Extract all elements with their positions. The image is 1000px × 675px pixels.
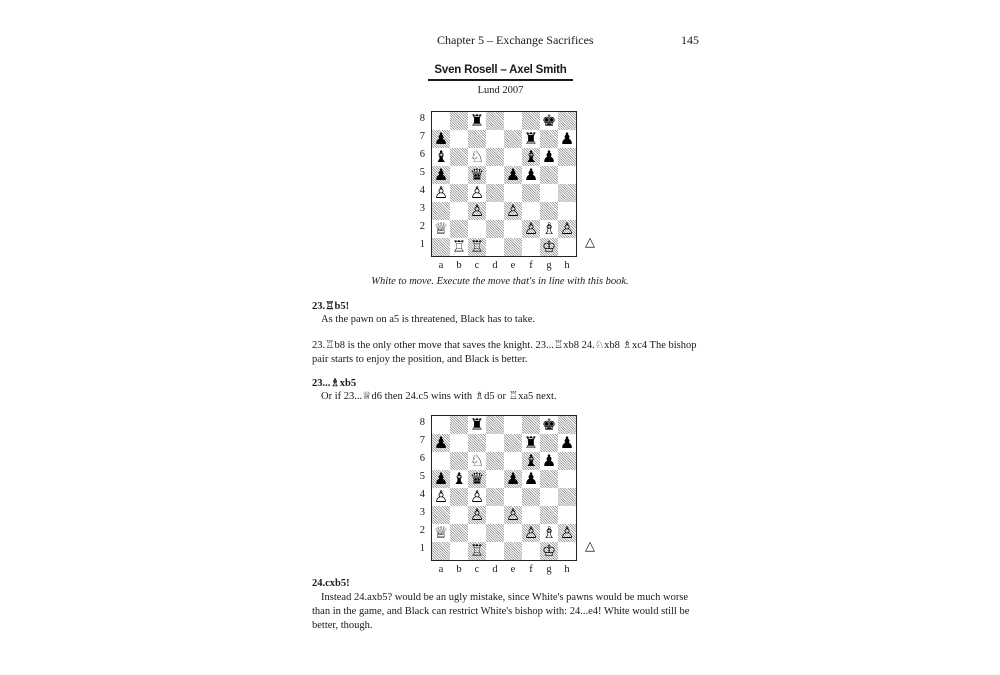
file-label: f [529, 260, 533, 271]
rank-label: 6 [419, 149, 425, 160]
chess-piece-c8 [468, 112, 486, 130]
board-square-g4 [540, 184, 558, 202]
move-23-comment: As the pawn on a5 is threatened, Black has to take. [321, 314, 536, 325]
board-square-e1 [504, 238, 522, 256]
chess-piece-glyph: ♝ [523, 451, 539, 470]
board-square-f1 [522, 542, 540, 560]
chess-piece-glyph: ♟ [523, 165, 539, 184]
chess-piece-g6 [540, 452, 558, 470]
board-square-b8 [450, 112, 468, 130]
board-square-d7 [486, 130, 504, 148]
board-square-f4 [522, 488, 540, 506]
chess-piece-f5 [522, 166, 540, 184]
chess-piece-c3 [468, 202, 486, 220]
move-23-alternative: 23.♖b8 is the only other move that saves the knight. 23...♖xb8 24.♘xb8 ♗xc4 The bishop pair starts to enjoy the position, and Black is better. [312, 340, 697, 365]
game-title: Sven Rosell – Axel Smith [428, 64, 573, 81]
board-square-b6 [450, 148, 468, 166]
rank-label: 7 [419, 435, 425, 446]
board-square-h1 [558, 542, 576, 560]
chess-piece-glyph: ♘ [469, 147, 485, 166]
chess-piece-glyph: ♟ [433, 129, 449, 148]
chess-piece-h2 [558, 524, 576, 542]
board-square-b8 [450, 416, 468, 434]
chess-piece-a5 [432, 166, 450, 184]
file-label: h [564, 564, 570, 575]
board-square-g5 [540, 166, 558, 184]
rank-label: 8 [419, 417, 425, 428]
board-square-f1 [522, 238, 540, 256]
board-square-d5 [486, 166, 504, 184]
page-number: 145 [681, 33, 699, 47]
white-to-move-icon: △ [585, 235, 595, 250]
move-24-comment: Instead 24.axb5? would be an ugly mistake, since White's pawns would be much worse than in the game, and Black can restrict White's bishop with: 24...e4! White would still be better, though. [312, 592, 690, 631]
chess-piece-glyph: ♟ [505, 165, 521, 184]
move-23-bxb5: 23...♗xb5 [312, 378, 357, 389]
board-square-e7 [504, 130, 522, 148]
board-square-f8 [522, 112, 540, 130]
chess-piece-glyph: ♙ [523, 219, 539, 238]
chess-piece-g6 [540, 148, 558, 166]
chess-piece-g8 [540, 112, 558, 130]
board-square-h6 [558, 452, 576, 470]
board-square-a8 [432, 112, 450, 130]
rank-label: 7 [419, 131, 425, 142]
board-square-d3 [486, 506, 504, 524]
board-square-a1 [432, 542, 450, 560]
board-square-h4 [558, 184, 576, 202]
chess-piece-f7 [522, 130, 540, 148]
file-label: c [474, 260, 480, 271]
chess-piece-c4 [468, 488, 486, 506]
chess-piece-f5 [522, 470, 540, 488]
chess-piece-e3 [504, 202, 522, 220]
board-square-e2 [504, 524, 522, 542]
chess-piece-glyph: ♘ [469, 451, 485, 470]
chess-piece-c5 [468, 470, 486, 488]
board-square-d7 [486, 434, 504, 452]
rank-label: 1 [419, 239, 425, 250]
file-label: g [546, 564, 552, 575]
chess-piece-glyph: ♟ [559, 433, 575, 452]
rank-label: 4 [419, 489, 425, 500]
chess-piece-glyph: ♟ [541, 451, 557, 470]
chess-piece-a2 [432, 524, 450, 542]
board-square-h4 [558, 488, 576, 506]
board-square-a3 [432, 202, 450, 220]
file-label: c [474, 564, 480, 575]
board-square-c7 [468, 434, 486, 452]
board-square-b2 [450, 220, 468, 238]
board-square-f3 [522, 202, 540, 220]
chess-piece-glyph: ♚ [541, 415, 557, 434]
move-23-bxb5-comment: Or if 23...♕d6 then 24.c5 wins with ♗d5 or ♖xa5 next. [321, 391, 557, 402]
file-label: d [492, 564, 498, 575]
board-square-g3 [540, 506, 558, 524]
chess-piece-a4 [432, 184, 450, 202]
chess-piece-e3 [504, 506, 522, 524]
chess-piece-glyph: ♜ [523, 433, 539, 452]
chess-piece-h7 [558, 434, 576, 452]
file-label: a [438, 564, 444, 575]
chess-piece-b5 [450, 470, 468, 488]
rank-label: 4 [419, 185, 425, 196]
chess-piece-glyph: ♟ [433, 165, 449, 184]
board-square-b1 [450, 542, 468, 560]
chess-piece-a7 [432, 434, 450, 452]
chess-piece-g8 [540, 416, 558, 434]
board-square-d4 [486, 184, 504, 202]
board-square-e8 [504, 416, 522, 434]
chess-piece-glyph: ♟ [433, 469, 449, 488]
board-square-b7 [450, 130, 468, 148]
board-square-h5 [558, 166, 576, 184]
board-square-d6 [486, 148, 504, 166]
board-square-a6 [432, 452, 450, 470]
chess-piece-f6 [522, 452, 540, 470]
board-square-d5 [486, 470, 504, 488]
board-square-d8 [486, 112, 504, 130]
move-23-rb5: 23.♖b5! [312, 301, 350, 312]
chess-piece-glyph: ♙ [505, 201, 521, 220]
chess-piece-g2 [540, 220, 558, 238]
board-square-h8 [558, 416, 576, 434]
file-label: d [492, 260, 498, 271]
chess-piece-f6 [522, 148, 540, 166]
board-square-e4 [504, 184, 522, 202]
chess-piece-glyph: ♝ [523, 147, 539, 166]
board-square-e2 [504, 220, 522, 238]
chess-piece-a6 [432, 148, 450, 166]
board-square-e8 [504, 112, 522, 130]
board-frame [431, 415, 577, 561]
rank-label: 2 [419, 221, 425, 232]
rank-label: 1 [419, 543, 425, 554]
chess-piece-f2 [522, 220, 540, 238]
chess-piece-glyph: ♔ [541, 237, 557, 256]
board-square-b4 [450, 184, 468, 202]
board-square-g5 [540, 470, 558, 488]
game-place: Lund 2007 [477, 85, 524, 96]
board-square-e6 [504, 148, 522, 166]
diagram-caption: White to move. Execute the move that's in line with this book. [371, 276, 629, 287]
file-label: a [438, 260, 444, 271]
chess-piece-glyph: ♗ [541, 523, 557, 542]
chess-piece-glyph: ♗ [541, 219, 557, 238]
board-square-b3 [450, 506, 468, 524]
board-square-a3 [432, 506, 450, 524]
chess-piece-c6 [468, 148, 486, 166]
board-square-d6 [486, 452, 504, 470]
chess-piece-c6 [468, 452, 486, 470]
chess-piece-glyph: ♟ [433, 433, 449, 452]
chess-piece-glyph: ♟ [559, 129, 575, 148]
chess-piece-g1 [540, 542, 558, 560]
board-square-g3 [540, 202, 558, 220]
chess-piece-glyph: ♖ [451, 237, 467, 256]
chess-piece-e5 [504, 470, 522, 488]
board-square-f4 [522, 184, 540, 202]
chess-piece-c4 [468, 184, 486, 202]
chess-piece-b1 [450, 238, 468, 256]
chess-piece-glyph: ♙ [433, 487, 449, 506]
board-square-a1 [432, 238, 450, 256]
board-square-b6 [450, 452, 468, 470]
board-square-e7 [504, 434, 522, 452]
chess-piece-a5 [432, 470, 450, 488]
rank-label: 3 [419, 203, 425, 214]
chess-piece-glyph: ♝ [451, 469, 467, 488]
board-square-b3 [450, 202, 468, 220]
board-square-e1 [504, 542, 522, 560]
chess-piece-g1 [540, 238, 558, 256]
chess-piece-glyph: ♙ [469, 505, 485, 524]
chess-piece-glyph: ♜ [469, 415, 485, 434]
board-square-g4 [540, 488, 558, 506]
board-square-b5 [450, 166, 468, 184]
board-square-c2 [468, 524, 486, 542]
chess-piece-glyph: ♕ [433, 219, 449, 238]
white-to-move-icon: △ [585, 539, 595, 554]
chess-piece-glyph: ♙ [505, 505, 521, 524]
board-square-e4 [504, 488, 522, 506]
rank-label: 5 [419, 471, 425, 482]
chess-piece-c8 [468, 416, 486, 434]
file-label: h [564, 260, 570, 271]
rank-label: 3 [419, 507, 425, 518]
board-square-d4 [486, 488, 504, 506]
file-label: e [510, 260, 516, 271]
chess-piece-glyph: ♖ [469, 237, 485, 256]
board-square-h1 [558, 238, 576, 256]
board-frame [431, 111, 577, 257]
chess-piece-c1 [468, 542, 486, 560]
board-square-h3 [558, 202, 576, 220]
board-square-e6 [504, 452, 522, 470]
chess-piece-h2 [558, 220, 576, 238]
chess-piece-glyph: ♙ [469, 183, 485, 202]
board-square-h8 [558, 112, 576, 130]
board-square-b4 [450, 488, 468, 506]
chess-piece-glyph: ♔ [541, 541, 557, 560]
board-square-d3 [486, 202, 504, 220]
chess-piece-glyph: ♟ [523, 469, 539, 488]
board-square-c2 [468, 220, 486, 238]
chess-piece-glyph: ♙ [469, 487, 485, 506]
board-square-b2 [450, 524, 468, 542]
board-square-d2 [486, 524, 504, 542]
board-square-h6 [558, 148, 576, 166]
chess-piece-glyph: ♛ [469, 165, 485, 184]
file-label: f [529, 564, 533, 575]
board-square-d1 [486, 542, 504, 560]
board-square-g7 [540, 130, 558, 148]
file-label: g [546, 260, 552, 271]
board-square-d8 [486, 416, 504, 434]
chess-piece-e5 [504, 166, 522, 184]
chess-piece-glyph: ♛ [469, 469, 485, 488]
board-square-g7 [540, 434, 558, 452]
move-24-cxb5: 24.cxb5! [312, 578, 350, 589]
board-square-f8 [522, 416, 540, 434]
board-square-d2 [486, 220, 504, 238]
chess-piece-c1 [468, 238, 486, 256]
chess-piece-g2 [540, 524, 558, 542]
chess-piece-c3 [468, 506, 486, 524]
chess-piece-a7 [432, 130, 450, 148]
chess-piece-a2 [432, 220, 450, 238]
board-square-a8 [432, 416, 450, 434]
running-head: Chapter 5 – Exchange Sacrifices [437, 33, 594, 47]
chess-piece-h7 [558, 130, 576, 148]
chess-piece-glyph: ♙ [559, 523, 575, 542]
rank-label: 8 [419, 113, 425, 124]
chess-piece-a4 [432, 488, 450, 506]
chess-piece-glyph: ♙ [559, 219, 575, 238]
board-square-b7 [450, 434, 468, 452]
chess-piece-f2 [522, 524, 540, 542]
file-label: b [456, 564, 462, 575]
chess-piece-glyph: ♕ [433, 523, 449, 542]
chess-piece-glyph: ♖ [469, 541, 485, 560]
chess-piece-f7 [522, 434, 540, 452]
chess-piece-glyph: ♝ [433, 147, 449, 166]
file-label: e [510, 564, 516, 575]
board-square-f3 [522, 506, 540, 524]
rank-label: 2 [419, 525, 425, 536]
chess-piece-c5 [468, 166, 486, 184]
file-label: b [456, 260, 462, 271]
chess-piece-glyph: ♜ [469, 111, 485, 130]
chess-piece-glyph: ♜ [523, 129, 539, 148]
chess-piece-glyph: ♙ [469, 201, 485, 220]
chess-piece-glyph: ♚ [541, 111, 557, 130]
chess-piece-glyph: ♟ [505, 469, 521, 488]
board-square-d1 [486, 238, 504, 256]
board-square-h5 [558, 470, 576, 488]
chess-piece-glyph: ♙ [433, 183, 449, 202]
board-square-h3 [558, 506, 576, 524]
chess-piece-glyph: ♟ [541, 147, 557, 166]
chess-piece-glyph: ♙ [523, 523, 539, 542]
board-square-c7 [468, 130, 486, 148]
rank-label: 6 [419, 453, 425, 464]
rank-label: 5 [419, 167, 425, 178]
